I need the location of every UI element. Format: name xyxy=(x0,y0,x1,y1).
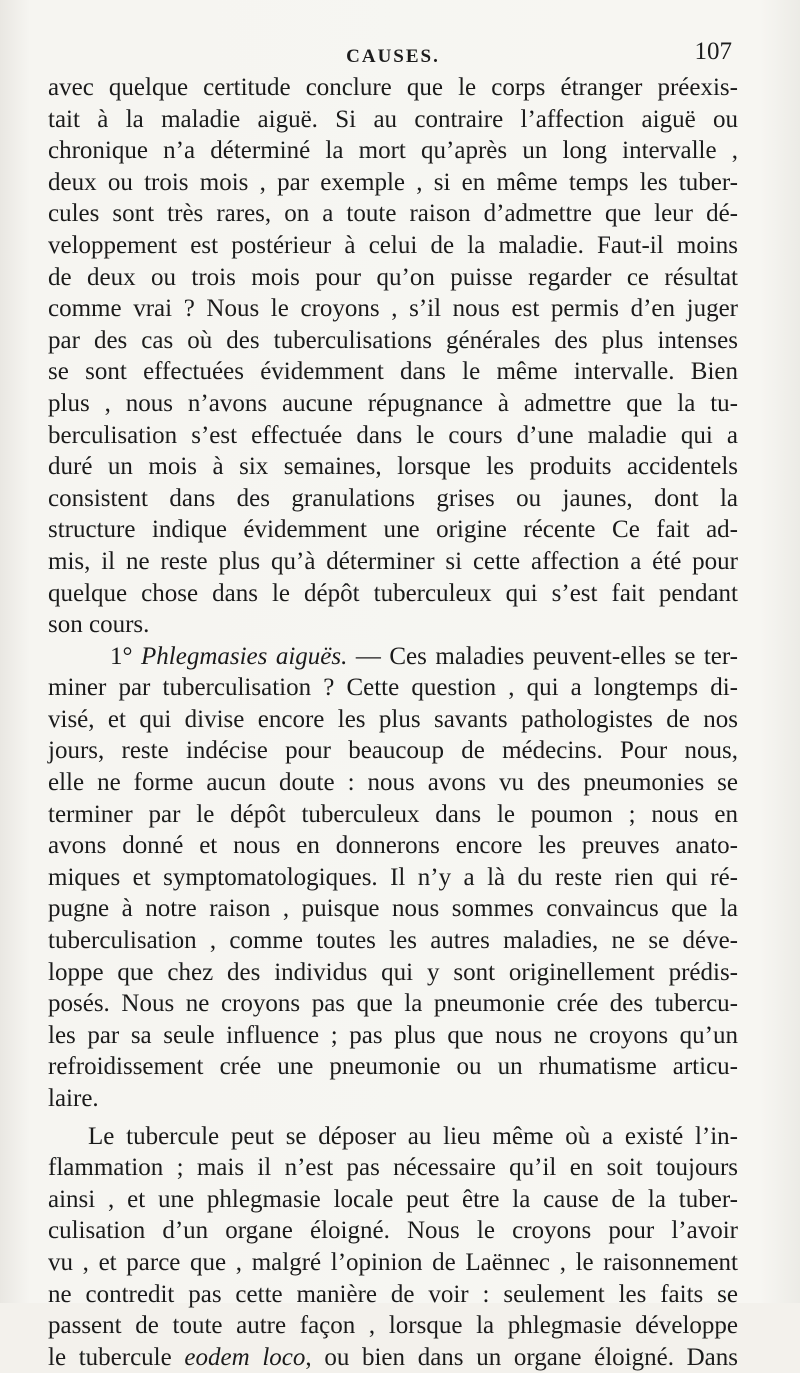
text-line: ne contredit pas cette manière de voir : seulement les faits se xyxy=(48,1280,738,1308)
text-line: miques et symptomatologiques. Il n’y a là du reste rien qui ré- xyxy=(48,863,738,891)
running-head: CAUSES. xyxy=(346,46,440,67)
text-line: miner par tuberculisation ? Cette question , qui a longtemps di- xyxy=(48,674,738,702)
text-line: refroidissement crée une pneumonie ou un rhumatisme articu- xyxy=(48,1053,738,1081)
text-line: son cours. xyxy=(48,611,150,639)
text-line: cules sont très rares, on a toute raison d’admettre que leur dé- xyxy=(48,200,738,228)
final-line-before: le tubercule xyxy=(48,1343,172,1371)
text-line: jours, reste indécise pour beaucoup de médecins. Pour nous, xyxy=(48,737,738,765)
text-line: mis, il ne reste plus qu’à déterminer si cette affection a été pour xyxy=(48,547,738,575)
text-line: consistent dans des granulations grises ou jaunes, dont la xyxy=(48,484,738,512)
text-line: pugne à notre raison , puisque nous sommes convaincus que la xyxy=(48,895,738,923)
section-heading-line xyxy=(48,641,738,673)
text-line: chronique n’a déterminé la mort qu’après un long intervalle , xyxy=(48,137,738,165)
text-line: loppe que chez des individus qui y sont originellement prédis- xyxy=(48,958,738,986)
paragraph-1 xyxy=(48,72,738,641)
body-text xyxy=(48,72,738,1373)
text-line: les par sa seule influence ; pas plus que nous ne croyons qu’un xyxy=(48,1021,738,1049)
text-line: elle ne forme aucun doute : nous avons vu des pneumonies se xyxy=(48,769,738,797)
text-line: Le tubercule peut se déposer au lieu même où a existé l’in- xyxy=(88,1122,738,1150)
text-line: ainsi , et une phlegmasie locale peut être la cause de la tuber- xyxy=(48,1185,738,1213)
text-line-final xyxy=(48,1342,738,1373)
section-title: Phlegmasies aiguës. xyxy=(141,642,348,670)
text-line: laire. xyxy=(48,1085,99,1112)
text-line: par des cas où des tuberculisations générales des plus intenses xyxy=(48,326,738,354)
text-line: berculisation s’est effectuée dans le cours d’une maladie qui a xyxy=(48,421,738,449)
text-line: flammation ; mais il n’est pas nécessaire qu’il en soit toujours xyxy=(48,1154,738,1182)
text-line: plus , nous n’avons aucune répugnance à admettre que la tu- xyxy=(48,389,738,417)
text-line: tait à la maladie aiguë. Si au contraire l’affection aiguë ou xyxy=(48,105,738,133)
text-line: comme vrai ? Nous le croyons , s’il nous est permis d’en juger xyxy=(48,295,738,323)
section-number: 1° xyxy=(110,642,133,670)
text-line: quelque chose dans le dépôt tuberculeux qui s’est fait pendant xyxy=(48,579,738,607)
text-line: avons donné et nous en donnerons encore les preuves anato- xyxy=(48,832,738,860)
text-line: de deux ou trois mois pour qu’on puisse regarder ce résultat xyxy=(48,263,738,291)
text-line: culisation d’un organe éloigné. Nous le croyons pour l’avoir xyxy=(48,1217,738,1245)
text-line: veloppement est postérieur à celui de la maladie. Faut-il moins xyxy=(48,231,738,259)
section-line-rest: — Ces maladies peuvent-elles se ter- xyxy=(355,642,739,670)
text-line: deux ou trois mois , par exemple , si en même temps les tuber- xyxy=(48,168,738,196)
text-line: structure indique évidemment une origine récente Ce fait ad- xyxy=(48,516,738,544)
text-line: passent de toute autre façon , lorsque la phlegmasie développe xyxy=(48,1312,738,1340)
page-header xyxy=(48,34,738,74)
text-line: se sont effectuées évidemment dans le même intervalle. Bien xyxy=(48,358,738,386)
text-line: posés. Nous ne croyons pas que la pneumonie crée des tubercu- xyxy=(48,990,738,1018)
latin-phrase: eodem loco xyxy=(184,1343,306,1371)
text-line: visé, et qui divise encore les plus savants pathologistes de nos xyxy=(48,705,738,733)
paragraph-2 xyxy=(48,641,738,1115)
text-line: vu , et parce que , malgré l’opinion de Laënnec , le raisonnement xyxy=(48,1248,738,1276)
page-number: 107 xyxy=(694,38,732,65)
paragraph-3 xyxy=(48,1121,738,1373)
final-line-after: , ou bien dans un organe éloigné. Dans xyxy=(305,1343,739,1371)
text-line: tuberculisation , comme toutes les autres maladies, ne se déve- xyxy=(48,927,738,955)
text-line: avec quelque certitude conclure que le corps étranger préexis- xyxy=(48,74,738,101)
text-line: duré un mois à six semaines, lorsque les produits accidentels xyxy=(48,453,738,481)
text-line: terminer par le dépôt tuberculeux dans le poumon ; nous en xyxy=(48,800,738,828)
